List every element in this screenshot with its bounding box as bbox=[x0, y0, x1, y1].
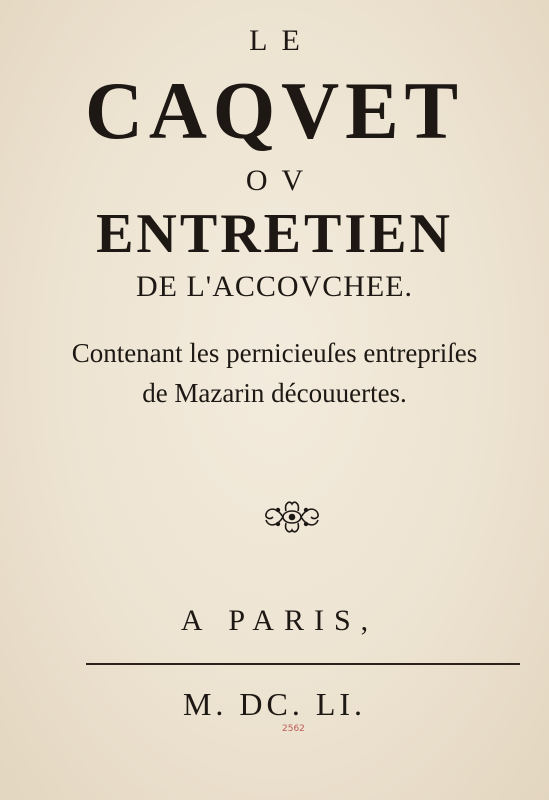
title-main-word: CAQVET bbox=[84, 65, 465, 156]
divider-rule bbox=[86, 663, 520, 665]
title-line-entretien: ENTRETIEN bbox=[96, 203, 453, 265]
imprint-place: A PARIS, bbox=[180, 604, 379, 637]
subtitle-line-2: de Mazarin découuertes. bbox=[142, 378, 407, 408]
imprint-date: M. DC. LI. bbox=[182, 686, 367, 722]
fleuron-ornament-icon bbox=[262, 498, 322, 536]
title-line-accouchee: DE L'ACCOVCHEE. bbox=[135, 270, 414, 303]
title-line-ov: OV bbox=[245, 164, 318, 197]
subtitle-line-1: Contenant les pernicieuſes entrepriſes bbox=[71, 338, 478, 368]
shelfmark-annotation: 2562 bbox=[282, 724, 305, 734]
title-line-le: LE bbox=[249, 24, 314, 57]
